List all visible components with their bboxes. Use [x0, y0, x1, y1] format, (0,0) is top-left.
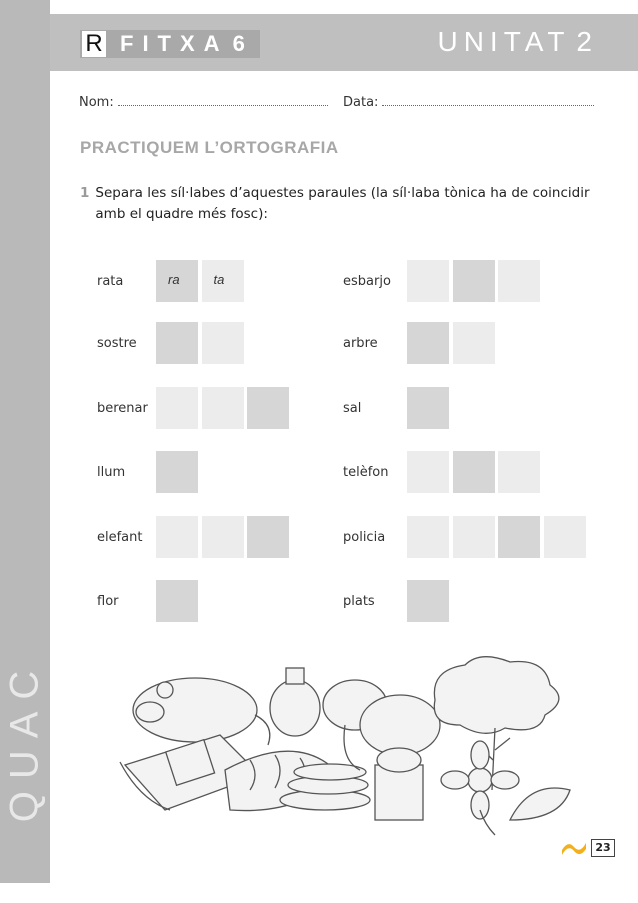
page-number: 23: [591, 839, 615, 857]
word-label: telèfon: [343, 465, 389, 480]
unitat-label: UNITAT: [437, 26, 571, 57]
tonic-syllable-box[interactable]: [407, 387, 449, 429]
rat-drawing: [133, 678, 270, 745]
tonic-syllable-box[interactable]: [453, 451, 495, 493]
syllable-box[interactable]: [202, 387, 244, 429]
tonic-syllable-box[interactable]: [453, 260, 495, 302]
syllable-box[interactable]: [407, 516, 449, 558]
word-label: llum: [97, 465, 126, 480]
fitxa-badge: [80, 30, 260, 58]
exercise-instruction: [80, 183, 600, 225]
syllable-box[interactable]: [498, 451, 540, 493]
syllable-box[interactable]: [498, 260, 540, 302]
tonic-syllable-box[interactable]: [156, 451, 198, 493]
date-field[interactable]: [343, 95, 594, 110]
illustration-objects: [100, 650, 590, 840]
tonic-syllable-box[interactable]: [156, 322, 198, 364]
name-dotted-line[interactable]: [118, 95, 328, 106]
sidebar-publisher-text: QUAC: [2, 658, 47, 822]
unitat-number: 2: [576, 26, 592, 57]
light-bulb-drawing: [270, 668, 320, 736]
syllable-box[interactable]: [453, 516, 495, 558]
flower-drawing: [441, 741, 519, 835]
tonic-syllable-box[interactable]: [498, 516, 540, 558]
date-label: Data:: [343, 95, 379, 110]
leaf-drawing: [510, 788, 570, 820]
syllable-box[interactable]: [544, 516, 586, 558]
syllable-box[interactable]: [156, 387, 198, 429]
tonic-syllable-box[interactable]: [247, 387, 289, 429]
date-dotted-line[interactable]: [382, 95, 594, 106]
exercise-text: Separa les síl·labes d’aquestes paraules (la síl·laba tònica ha de coincidir amb el quadre més fosc):: [95, 185, 590, 222]
word-label: rata: [97, 274, 124, 289]
tonic-syllable-box[interactable]: [407, 580, 449, 622]
tonic-syllable-box[interactable]: [407, 322, 449, 364]
word-label: berenar: [97, 401, 148, 416]
syllable-box[interactable]: [156, 516, 198, 558]
syllable-box[interactable]: [453, 322, 495, 364]
word-label: esbarjo: [343, 274, 391, 289]
tree-drawing: [434, 657, 559, 790]
tonic-syllable-box[interactable]: [247, 516, 289, 558]
word-label: arbre: [343, 336, 378, 351]
tonic-syllable-box[interactable]: [156, 580, 198, 622]
tilde-logo-icon: [560, 838, 588, 856]
word-label: sostre: [97, 336, 137, 351]
tonic-syllable-box[interactable]: ra: [156, 260, 198, 302]
exercise-number: 1: [80, 185, 90, 201]
salt-shaker-drawing: [375, 748, 423, 820]
word-label: plats: [343, 594, 375, 609]
syllable-box[interactable]: [202, 322, 244, 364]
syllable-box[interactable]: [407, 260, 449, 302]
word-label: sal: [343, 401, 362, 416]
section-title: PRACTIQUEM L’ORTOGRAFIA: [80, 138, 339, 157]
word-label: flor: [97, 594, 119, 609]
syllable-box[interactable]: [407, 451, 449, 493]
syllable-box[interactable]: ta: [202, 260, 244, 302]
r-letter-box: R: [82, 31, 106, 57]
name-label: Nom:: [79, 95, 114, 110]
unitat-heading: [437, 26, 592, 58]
name-field[interactable]: [79, 95, 328, 110]
word-label: elefant: [97, 530, 143, 545]
syllable-box[interactable]: [202, 516, 244, 558]
word-label: policia: [343, 530, 386, 545]
fitxa-number: 6: [232, 31, 245, 56]
fitxa-label: FITXA: [120, 31, 229, 56]
